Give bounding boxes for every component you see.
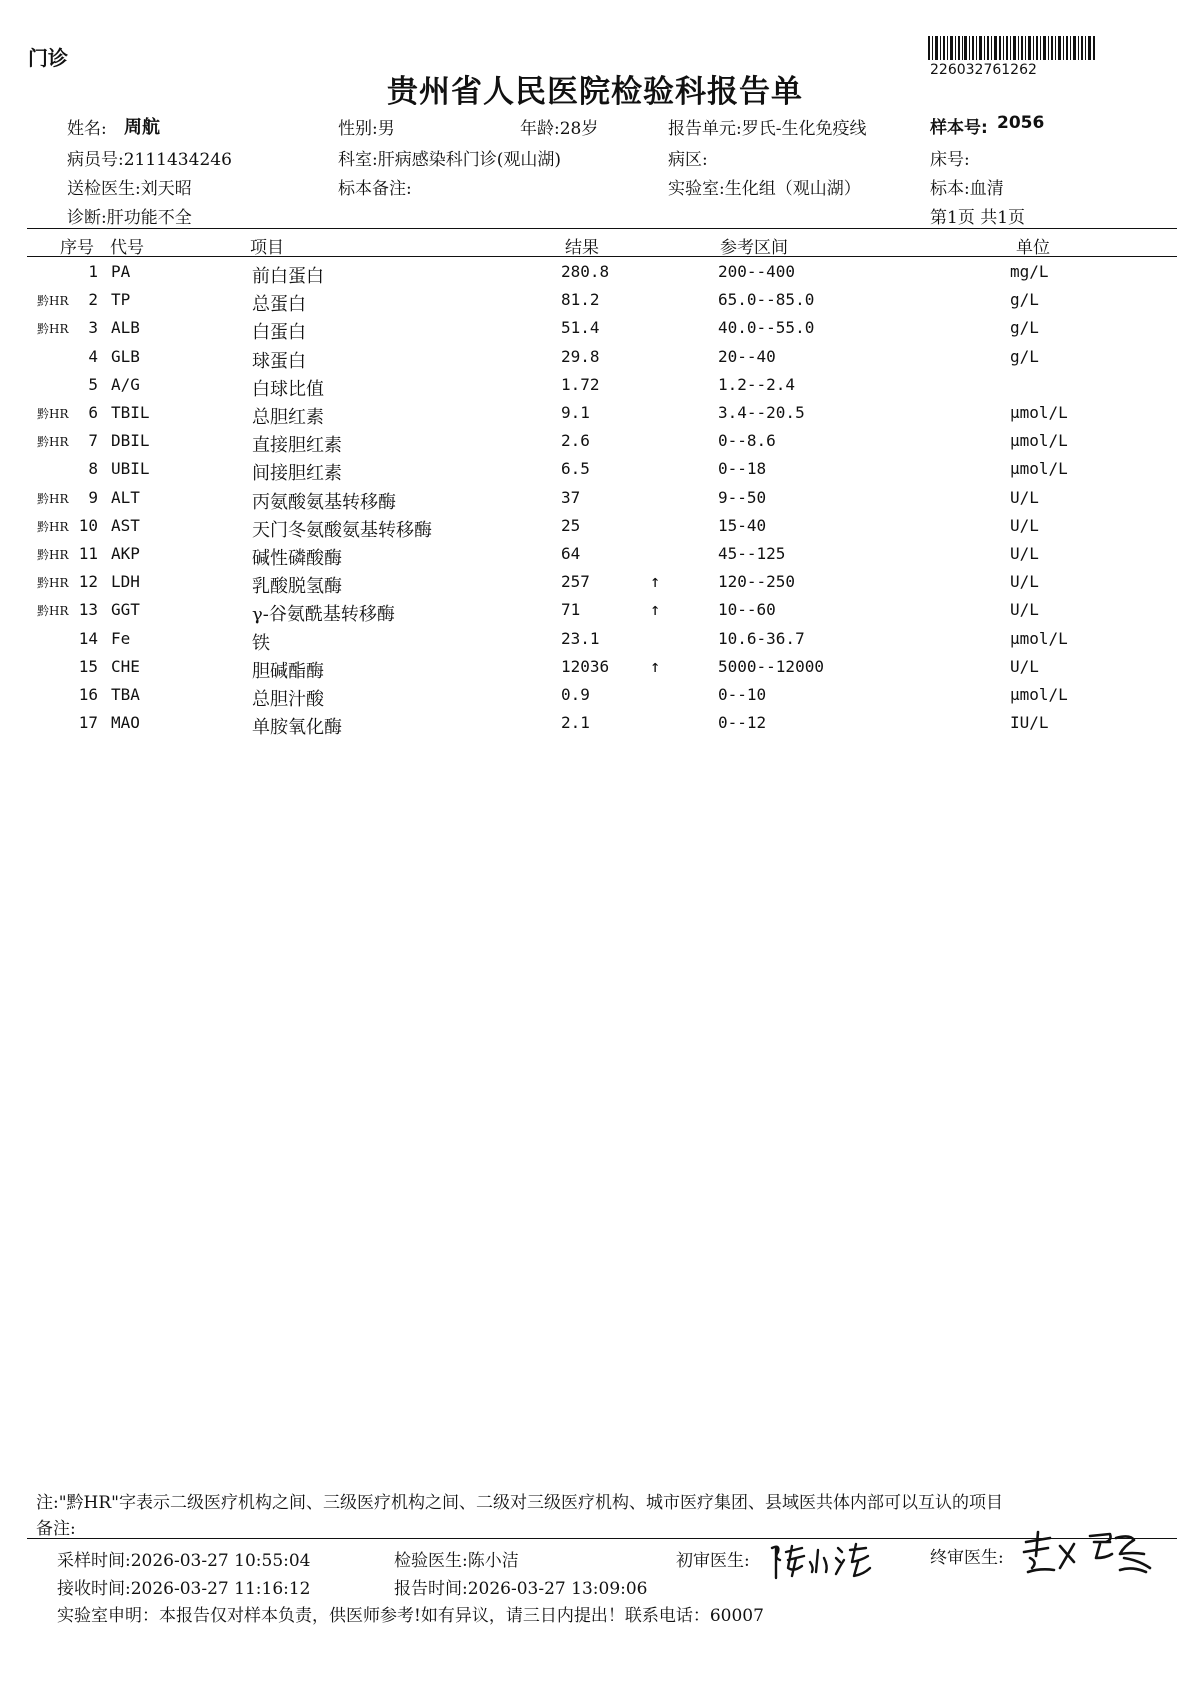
item-name: 胆碱酯酶	[252, 660, 324, 682]
unit: μmol/L	[1010, 685, 1068, 704]
item-name: 天门冬氨酸氨基转移酶	[252, 519, 432, 541]
visit-type-label: 门诊	[28, 46, 68, 70]
table-row	[0, 431, 1190, 459]
item-name: 白蛋白	[252, 322, 306, 344]
unit: U/L	[1010, 656, 1039, 676]
col-header-unit: 单位	[1016, 238, 1050, 258]
hr-mark: 黔HR	[37, 519, 69, 534]
table-row	[0, 657, 1190, 685]
patient-id: 病员号:2111434246	[67, 150, 232, 170]
unit: mg/L	[1010, 262, 1049, 281]
table-row	[0, 685, 1190, 713]
result-value: 71	[561, 600, 581, 620]
hr-mark: 黔HR	[37, 576, 69, 591]
item-code: PA	[111, 262, 131, 281]
row-number: 4	[88, 346, 98, 366]
item-code: AST	[111, 515, 140, 535]
table-header-rule	[27, 256, 1177, 257]
abnormal-flag: ↑	[650, 572, 661, 593]
unit: g/L	[1010, 318, 1039, 338]
abnormal-flag: ↑	[650, 656, 661, 677]
result-value: 1.72	[561, 374, 600, 394]
reference-range: 0--12	[718, 713, 767, 733]
remark: 备注:	[36, 1519, 76, 1539]
item-name: 单胺氧化酶	[252, 717, 342, 739]
item-name: 铁	[252, 632, 270, 654]
unit: U/L	[1010, 544, 1039, 563]
item-code: UBIL	[111, 459, 150, 479]
gender: 性别:男	[338, 119, 395, 139]
reference-range: 20--40	[718, 346, 776, 366]
col-header-item: 项目	[250, 238, 284, 258]
result-value: 51.4	[561, 318, 600, 338]
reference-range: 5000--12000	[718, 656, 824, 676]
reference-range: 10.6-36.7	[718, 628, 805, 648]
patient-name: 周航	[124, 117, 160, 138]
item-name: 直接胆红素	[252, 435, 342, 457]
sampling-time: 采样时间:2026-03-27 10:55:04	[57, 1551, 311, 1571]
item-code: DBIL	[111, 431, 150, 451]
col-header-reference: 参考区间	[720, 238, 788, 258]
row-number: 7	[88, 431, 98, 451]
result-value: 9.1	[561, 403, 590, 422]
unit: μmol/L	[1010, 628, 1068, 648]
unit: U/L	[1010, 572, 1039, 592]
diagnosis: 诊断:肝功能不全	[67, 208, 192, 228]
report-unit: 报告单元:罗氏-生化免疫线	[668, 119, 867, 139]
hr-mark: 黔HR	[37, 548, 69, 562]
specimen: 标本:血清	[930, 179, 1004, 199]
item-code: TBA	[111, 685, 140, 704]
table-row	[0, 572, 1190, 600]
table-row	[0, 318, 1190, 346]
name-label: 姓名:	[67, 119, 107, 139]
sample-number: 2056	[997, 113, 1045, 133]
item-name: 球蛋白	[252, 350, 306, 372]
reference-range: 3.4--20.5	[718, 403, 805, 422]
result-value: 25	[561, 515, 581, 535]
row-number: 6	[88, 403, 98, 422]
row-number: 11	[78, 544, 98, 563]
reference-range: 1.2--2.4	[718, 374, 796, 394]
hr-mark: 黔HR	[37, 322, 69, 337]
row-number: 8	[88, 459, 98, 479]
age: 年龄:28岁	[520, 119, 599, 139]
reference-range: 9--50	[718, 487, 767, 507]
table-row	[0, 262, 1190, 290]
barcode	[928, 36, 1098, 60]
unit: μmol/L	[1010, 431, 1068, 451]
table-row	[0, 290, 1190, 318]
result-value: 0.9	[561, 685, 590, 704]
first-review-signature	[766, 1538, 886, 1582]
item-name: 间接胆红素	[252, 463, 342, 485]
referring-doctor: 送检医生:刘天昭	[67, 179, 192, 199]
table-row	[0, 544, 1190, 572]
unit: IU/L	[1010, 713, 1049, 733]
reference-range: 10--60	[718, 600, 776, 620]
unit: g/L	[1010, 346, 1039, 366]
sample-label: 样本号:	[930, 118, 988, 138]
col-header-code: 代号	[110, 238, 144, 258]
item-code: GGT	[111, 600, 140, 620]
result-value: 257	[561, 572, 590, 592]
row-number: 5	[88, 374, 98, 394]
unit: U/L	[1010, 487, 1039, 507]
item-name: 丙氨酸氨基转移酶	[252, 491, 396, 513]
unit: μmol/L	[1010, 403, 1068, 422]
item-name: 碱性磷酸酶	[252, 548, 342, 569]
result-value: 37	[561, 487, 581, 507]
row-number: 12	[78, 572, 98, 592]
table-row	[0, 459, 1190, 487]
specimen-note: 标本备注:	[338, 179, 412, 199]
item-code: ALT	[111, 487, 140, 507]
reference-range: 65.0--85.0	[718, 290, 815, 310]
col-header-result: 结果	[565, 238, 599, 258]
item-name: 总胆汁酸	[252, 689, 324, 710]
table-row	[0, 347, 1190, 375]
item-code: CHE	[111, 656, 140, 676]
reference-range: 120--250	[718, 572, 796, 592]
item-name: 总蛋白	[252, 294, 306, 316]
result-value: 29.8	[561, 346, 600, 366]
abnormal-flag: ↑	[650, 600, 661, 621]
reference-range: 0--10	[718, 685, 767, 704]
table-row	[0, 629, 1190, 657]
col-header-no: 序号	[60, 238, 94, 258]
reference-range: 45--125	[718, 544, 786, 563]
page-indicator: 第1页 共1页	[930, 208, 1026, 228]
row-number: 17	[78, 713, 98, 733]
table-row	[0, 713, 1190, 741]
result-value: 2.6	[561, 431, 590, 451]
result-value: 6.5	[561, 459, 590, 479]
reference-range: 0--18	[718, 459, 767, 479]
result-value: 280.8	[561, 262, 610, 281]
table-top-rule	[27, 228, 1177, 229]
item-name: 总胆红素	[252, 407, 324, 428]
item-name: 前白蛋白	[252, 266, 324, 287]
receive-time: 接收时间:2026-03-27 11:16:12	[57, 1579, 311, 1599]
inspector: 检验医生:陈小洁	[394, 1551, 519, 1571]
table-row	[0, 375, 1190, 403]
unit: U/L	[1010, 515, 1039, 535]
table-row	[0, 516, 1190, 544]
hr-mark: 黔HR	[37, 604, 69, 619]
item-code: GLB	[111, 346, 140, 366]
mutual-recognition-note: 注:"黔HR"字表示二级医疗机构之间、三级医疗机构之间、二级对三级医疗机构、城市医疗集团、县域医共体内部可以互认的项目	[36, 1493, 1003, 1513]
reference-range: 40.0--55.0	[718, 318, 815, 338]
lab-statement: 实验室申明：本报告仅对样本负责，供医师参考!如有异议，请三日内提出！联系电话：60007	[57, 1606, 764, 1626]
item-code: LDH	[111, 572, 140, 592]
item-code: MAO	[111, 713, 140, 733]
row-number: 13	[78, 600, 98, 620]
lab: 实验室:生化组（观山湖）	[668, 179, 861, 199]
footer-rule	[27, 1538, 1177, 1539]
table-row	[0, 403, 1190, 431]
result-value: 23.1	[561, 628, 600, 648]
unit: U/L	[1010, 600, 1039, 620]
result-value: 12036	[561, 656, 610, 676]
item-code: TBIL	[111, 403, 150, 422]
row-number: 10	[78, 515, 98, 535]
first-review-label: 初审医生:	[676, 1551, 750, 1571]
ward: 病区:	[668, 150, 708, 170]
item-name: γ-谷氨酰基转移酶	[252, 604, 395, 626]
table-row	[0, 488, 1190, 516]
result-value: 81.2	[561, 290, 600, 310]
department: 科室:肝病感染科门诊(观山湖)	[338, 150, 561, 170]
hr-mark: 黔HR	[37, 491, 69, 506]
item-code: TP	[111, 290, 131, 310]
row-number: 14	[78, 628, 98, 648]
row-number: 2	[88, 290, 98, 310]
row-number: 1	[88, 262, 98, 281]
barcode-number: 226032761262	[930, 62, 1037, 78]
bed: 床号:	[930, 150, 970, 170]
hr-mark: 黔HR	[37, 294, 69, 309]
final-review-label: 终审医生:	[930, 1548, 1004, 1568]
row-number: 9	[88, 487, 98, 507]
item-name: 白球比值	[252, 378, 324, 400]
report-title: 贵州省人民医院检验科报告单	[387, 74, 803, 110]
item-code: A/G	[111, 374, 140, 394]
reference-range: 15-40	[718, 515, 767, 535]
final-review-signature	[1020, 1528, 1160, 1578]
reference-range: 0--8.6	[718, 431, 776, 451]
unit: μmol/L	[1010, 459, 1068, 479]
unit: g/L	[1010, 290, 1039, 310]
table-row	[0, 600, 1190, 628]
result-value: 64	[561, 544, 581, 563]
item-code: ALB	[111, 318, 140, 338]
item-name: 乳酸脱氢酶	[252, 576, 342, 598]
row-number: 3	[88, 318, 98, 338]
item-code: AKP	[111, 544, 140, 563]
row-number: 15	[78, 656, 98, 676]
row-number: 16	[78, 685, 98, 704]
reference-range: 200--400	[718, 262, 796, 281]
result-value: 2.1	[561, 713, 590, 733]
hr-mark: 黔HR	[37, 435, 69, 450]
hr-mark: 黔HR	[37, 407, 69, 421]
report-time: 报告时间:2026-03-27 13:09:06	[394, 1579, 648, 1599]
item-code: Fe	[111, 628, 131, 648]
